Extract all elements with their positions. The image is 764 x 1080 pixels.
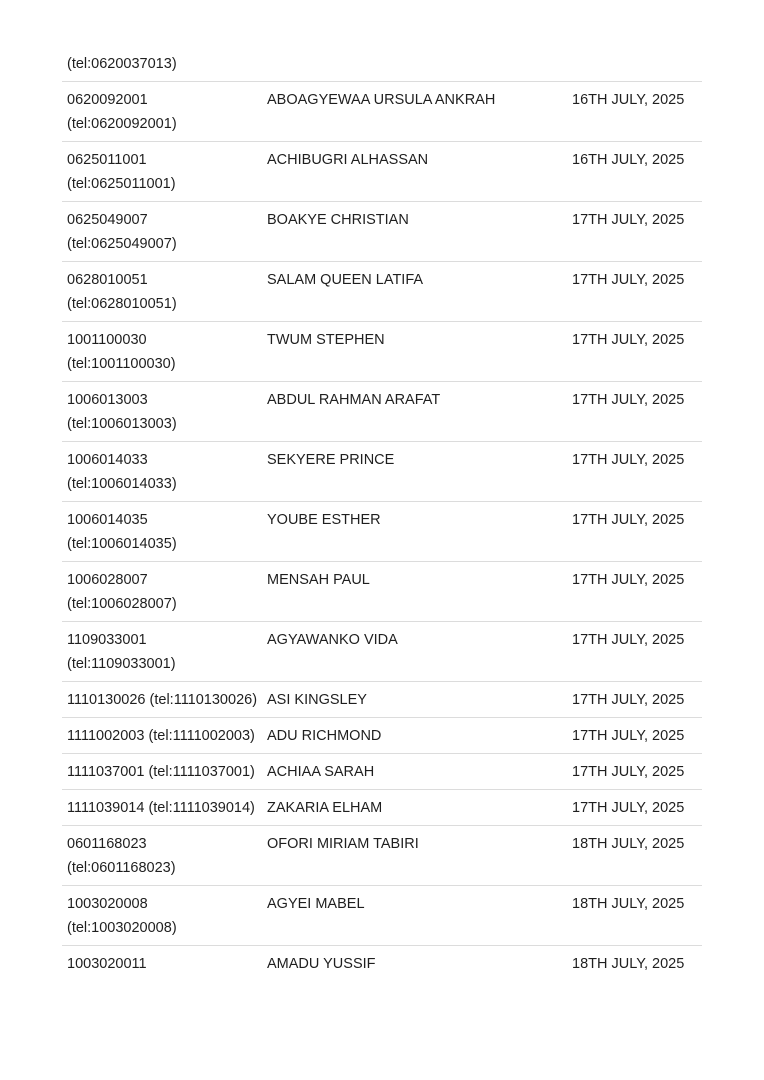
date-cell: 17TH JULY, 2025 <box>572 572 685 588</box>
date-cell: 17TH JULY, 2025 <box>572 800 685 816</box>
date-cell: 17TH JULY, 2025 <box>572 392 685 408</box>
table-row-fragment <box>62 46 702 82</box>
name-cell: ADU RICHMOND <box>267 728 382 744</box>
account-code-cell <box>62 328 262 381</box>
account-code: 1109033001 <box>67 632 147 648</box>
account-code-cell <box>62 628 262 681</box>
account-code: 1003020011 <box>67 956 147 972</box>
tel-link[interactable]: (tel:1006014035) <box>67 536 177 552</box>
tel-link[interactable]: (tel:0625011001) <box>67 176 176 192</box>
account-code: 1006028007 <box>67 572 148 588</box>
tel-link[interactable]: (tel:1006013003) <box>67 416 177 432</box>
account-code-cell <box>62 724 262 753</box>
account-code-cell <box>62 268 262 321</box>
account-code: 0625011001 <box>67 152 147 168</box>
table-row <box>62 946 702 1006</box>
table-row <box>62 886 702 946</box>
date-cell: 17TH JULY, 2025 <box>572 764 685 780</box>
tel-link[interactable]: (tel:1111002003) <box>148 728 255 744</box>
date-cell: 17TH JULY, 2025 <box>572 212 685 228</box>
account-code: 1003020008 <box>67 896 148 912</box>
date-cell: 18TH JULY, 2025 <box>572 956 685 972</box>
table-row <box>62 826 702 886</box>
date-cell: 18TH JULY, 2025 <box>572 896 685 912</box>
tel-link[interactable]: (tel:0625049007) <box>67 236 177 252</box>
tel-link[interactable]: (tel:1003020008) <box>67 920 177 936</box>
name-cell: BOAKYE CHRISTIAN <box>267 212 409 228</box>
name-cell: SALAM QUEEN LATIFA <box>267 272 424 288</box>
account-code-cell <box>62 892 262 945</box>
date-cell: 16TH JULY, 2025 <box>572 152 685 168</box>
date-cell: 16TH JULY, 2025 <box>572 92 685 108</box>
name-cell: ZAKARIA ELHAM <box>267 800 383 816</box>
account-code-cell <box>62 148 262 201</box>
name-cell: MENSAH PAUL <box>267 572 370 588</box>
table-row <box>62 754 702 790</box>
account-code: 1006014035 <box>67 512 148 528</box>
account-code-cell <box>62 760 262 789</box>
tel-link[interactable]: (tel:1006028007) <box>67 596 177 612</box>
table-row <box>62 322 702 382</box>
name-cell: AGYAWANKO VIDA <box>267 632 398 648</box>
account-code: 0625049007 <box>67 212 148 228</box>
table-body <box>62 82 702 1006</box>
table-row <box>62 622 702 682</box>
name-cell: ACHIBUGRI ALHASSAN <box>267 152 429 168</box>
table-row <box>62 262 702 322</box>
table-row <box>62 562 702 622</box>
name-cell: OFORI MIRIAM TABIRI <box>267 836 419 852</box>
name-cell: AMADU YUSSIF <box>267 956 376 972</box>
table-row <box>62 442 702 502</box>
date-cell: 17TH JULY, 2025 <box>572 512 685 528</box>
account-code: 1110130026 <box>67 692 146 708</box>
tel-link[interactable]: (tel:0620092001) <box>67 116 177 132</box>
tel-link[interactable]: (tel:1109033001) <box>67 656 176 672</box>
name-cell: YOUBE ESTHER <box>267 512 381 528</box>
name-cell: ACHIAA SARAH <box>267 764 375 780</box>
account-code: 0601168023 <box>67 836 147 852</box>
account-code-cell <box>62 952 262 1006</box>
tel-link[interactable]: (tel:0628010051) <box>67 296 177 312</box>
date-cell: 17TH JULY, 2025 <box>572 332 685 348</box>
document-table <box>62 46 702 1006</box>
account-code: 0620092001 <box>67 92 148 108</box>
account-code: 1006014033 <box>67 452 148 468</box>
account-code-cell <box>62 796 262 825</box>
account-code-cell <box>62 448 262 501</box>
tel-link[interactable]: (tel:1110130026) <box>149 692 258 708</box>
account-code-cell <box>62 832 262 885</box>
account-code: 1111037001 <box>67 764 145 780</box>
tel-link[interactable]: (tel:1111039014) <box>148 800 255 816</box>
tel-link[interactable]: (tel:1111037001) <box>148 764 255 780</box>
account-code-cell <box>62 388 262 441</box>
date-cell: 17TH JULY, 2025 <box>572 632 685 648</box>
name-cell: AGYEI MABEL <box>267 896 365 912</box>
account-code-cell <box>62 508 262 561</box>
account-code: 1111002003 <box>67 728 145 744</box>
name-cell: ABDUL RAHMAN ARAFAT <box>267 392 441 408</box>
account-code-cell <box>62 568 262 621</box>
account-code-cell <box>62 88 262 141</box>
tel-link[interactable]: (tel:0620037013) <box>67 56 177 72</box>
name-cell: ABOAGYEWAA URSULA ANKRAH <box>267 92 496 108</box>
account-code-cell <box>62 688 262 717</box>
name-cell: ASI KINGSLEY <box>267 692 367 708</box>
account-code: 1001100030 <box>67 332 147 348</box>
account-code: 1111039014 <box>67 800 145 816</box>
table-row <box>62 682 702 718</box>
table-row <box>62 502 702 562</box>
tel-link[interactable]: (tel:0601168023) <box>67 860 176 876</box>
table-row <box>62 142 702 202</box>
date-cell: 18TH JULY, 2025 <box>572 836 685 852</box>
table-row <box>62 382 702 442</box>
tel-link[interactable]: (tel:1001100030) <box>67 356 176 372</box>
account-code: 0628010051 <box>67 272 148 288</box>
table-row <box>62 790 702 826</box>
date-cell: 17TH JULY, 2025 <box>572 272 685 288</box>
table-row <box>62 718 702 754</box>
date-cell: 17TH JULY, 2025 <box>572 728 685 744</box>
name-cell: TWUM STEPHEN <box>267 332 385 348</box>
account-code: 1006013003 <box>67 392 148 408</box>
account-code-cell <box>62 208 262 261</box>
name-cell: SEKYERE PRINCE <box>267 452 395 468</box>
date-cell: 17TH JULY, 2025 <box>572 452 685 468</box>
date-cell: 17TH JULY, 2025 <box>572 692 685 708</box>
tel-link[interactable]: (tel:1006014033) <box>67 476 177 492</box>
table-row <box>62 202 702 262</box>
table-row <box>62 82 702 142</box>
